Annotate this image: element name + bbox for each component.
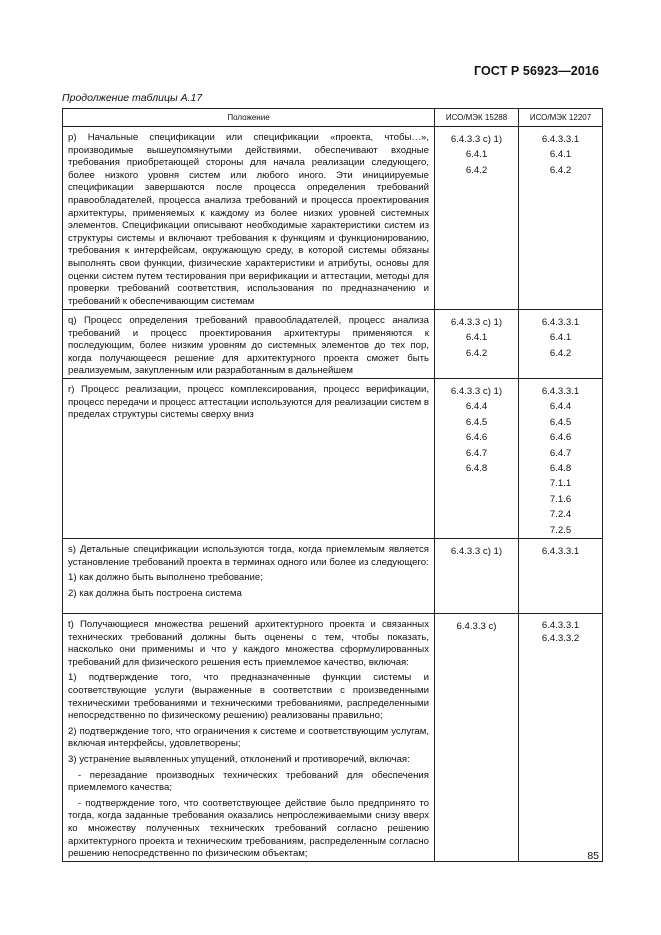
- clause-ref: 6.4.3.3 c): [456, 621, 497, 633]
- clause-ref: 6.4.4: [465, 401, 488, 413]
- correspondence-table: [62, 108, 603, 862]
- iso12207-cell: [519, 127, 603, 310]
- table-row: [63, 614, 603, 862]
- provision-text: - перезадание производных технических требований для обеспечения приемлемого качества;: [68, 769, 429, 794]
- clause-ref: 6.4.5: [549, 416, 572, 428]
- document-code: ГОСТ Р 56923—2016: [473, 64, 599, 78]
- clause-ref: 6.4.3.3 c) 1): [450, 546, 503, 558]
- table-row: [63, 310, 603, 379]
- provision-cell: [63, 614, 435, 862]
- provision-text: - подтверждение того, что соответствующее действие было предпринято то тогда, когда заданные требования оказались непрослеживаемыми снизу вверх ко множеству полученных технических требований согласно решению архитектурного проекта и техническим требованиям, распределенным согласно решению непосредственно по физическим объектам;: [68, 797, 429, 860]
- clause-ref: 6.4.6: [465, 432, 488, 444]
- clause-ref: 6.4.1: [549, 149, 572, 161]
- iso15288-cell: [435, 127, 519, 310]
- provision-text: 3) устранение выявленных упущений, отклонений и противоречий, включая:: [68, 753, 410, 765]
- clause-ref: 7.1.6: [549, 493, 572, 505]
- clause-ref: 6.4.3.3.1: [541, 620, 580, 632]
- clause-ref: 6.4.1: [465, 149, 488, 161]
- clause-ref: 6.4.1: [465, 332, 488, 344]
- clause-ref: 7.2.4: [549, 509, 572, 521]
- iso15288-cell: [435, 614, 519, 862]
- clause-ref: 6.4.8: [465, 463, 488, 474]
- provision-text: 2) подтверждение того, что ограничения к системе и соответствующим услугам, включая интерфейсы, удовлетворены;: [68, 725, 429, 750]
- page-number: 85: [587, 850, 599, 862]
- clause-ref: 6.4.1: [549, 332, 572, 344]
- column-header-iso12207: ИСО/МЭК 12207: [519, 109, 603, 127]
- provision-cell: [63, 539, 435, 614]
- provision-text: p) Начальные спецификации или спецификации «проекта, чтобы…», производимые вышеупомянутыми действиями, обеспечивают входные требования приобретающей стороны для начала реализации следующего, более низкого уровня систем или любого иного. Эти инициируемые спецификации завершаются после процесса определения требований правообладателей, процесса анализа требований и процесса проектирования архитектуры, применяемых к каждому из более низких уровней системных элементов. Спецификации описывают необходимые характеристики систем из структуры системы и включают требования к функциям и функционированию, требования к интерфейсам, окружающую среду, в которой системы обязаны выполнять свои функции, физические характеристики и атрибуты, основы для оценки систем путем тестирования при верификации и аттестации, методы для проверки требований соответствия, использования по предназначению и требований к обеспечивающим системам: [68, 132, 429, 307]
- provision-text: t) Получающиеся множества решений архитектурного проекта и связанных технических требований должны быть оценены с тем, чтобы показать, насколько они применимы и что у каждого множества сформулированных требований для физического решения есть приемлемое качество, включая:: [68, 619, 429, 668]
- table-header-row: [63, 109, 603, 127]
- clause-ref: 6.4.8: [549, 463, 572, 474]
- provision-text: s) Детальные спецификации используются тогда, когда приемлемым является установление требований проекта в терминах одного или более из следующего:: [68, 544, 429, 568]
- clause-ref: 7.2.5: [549, 524, 572, 536]
- table-caption: Продолжение таблицы А.17: [62, 92, 203, 104]
- clause-ref: 6.4.4: [549, 401, 572, 413]
- iso15288-cell: [435, 378, 519, 538]
- clause-ref: 6.4.2: [549, 164, 572, 176]
- clause-ref: 6.4.3.3.1: [541, 134, 580, 145]
- clause-ref: 7.1.1: [549, 478, 572, 490]
- column-header-provision: Положение: [63, 109, 435, 127]
- provision-text: r) Процесс реализации, процесс комплексирования, процесс верификации, процесс передачи и процесс аттестации используются для реализации систем в пределах структуры системы сверху вниз: [68, 383, 429, 421]
- clause-ref: 6.4.3.3 c) 1): [450, 385, 503, 397]
- iso15288-cell: [435, 539, 519, 614]
- clause-ref: 6.4.3.3 c) 1): [450, 134, 503, 145]
- provision-text: q) Процесс определения требований правообладателей, процесс анализа требований и процесс проектирования архитектуры применяются к последующим, более низким уровням до системных элементов до тех пор, когда получающееся решение для архитектурного проекта сможет быть реализуемым, закупленным или разработанным в дальнейшем: [68, 315, 429, 377]
- clause-ref: 6.4.5: [465, 416, 488, 428]
- provision-cell: [63, 310, 435, 379]
- table-row: [63, 127, 603, 310]
- provision-text: 1) как должно быть выполнено требование;: [68, 572, 263, 584]
- provision-cell: [63, 378, 435, 538]
- clause-ref: 6.4.3.3.1: [541, 385, 580, 397]
- iso12207-cell: [519, 539, 603, 614]
- provision-cell: [63, 127, 435, 310]
- clause-ref: 6.4.6: [549, 432, 572, 444]
- clause-ref: 6.4.3.3 c) 1): [450, 317, 503, 328]
- iso12207-cell: [519, 378, 603, 538]
- iso12207-cell: [519, 614, 603, 862]
- clause-ref: 6.4.3.3.1: [541, 546, 580, 558]
- provision-text: 1) подтверждение того, что предназначенные функции системы и соответствующие услуги (выраженные в соответствии с произведенными техническими требованиями и техническими требованиями, распределенными непосредственно по физическому решению) реализованы правильно;: [68, 672, 429, 722]
- column-header-iso15288: ИСО/МЭК 15288: [435, 109, 519, 127]
- clause-ref: 6.4.7: [465, 447, 488, 459]
- clause-ref: 6.4.2: [465, 164, 488, 176]
- clause-ref: 6.4.3.3.2: [541, 633, 580, 645]
- clause-ref: 6.4.2: [465, 347, 488, 359]
- iso15288-cell: [435, 310, 519, 379]
- table-row: [63, 539, 603, 614]
- iso12207-cell: [519, 310, 603, 379]
- clause-ref: 6.4.3.3.1: [541, 317, 580, 328]
- clause-ref: 6.4.7: [549, 447, 572, 459]
- clause-ref: 6.4.2: [549, 347, 572, 359]
- table-row: [63, 378, 603, 538]
- provision-text: 2) как должна быть построена система: [68, 587, 242, 599]
